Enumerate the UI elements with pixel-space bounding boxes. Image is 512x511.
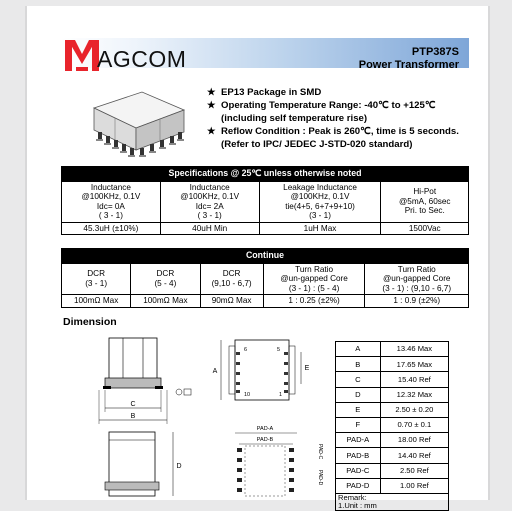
svg-text:C: C — [130, 401, 136, 408]
table-row: F 0.70 ± 0.1 — [336, 417, 449, 432]
view-marker-icon — [176, 389, 191, 395]
svg-text:PAD-C: PAD-C — [317, 444, 323, 460]
header-cell: Leakage Inductance @100KHz, 0.1V tie(4+5, 6+7+9+10) (3 - 1) — [259, 181, 381, 222]
table-row: E 2.50 ± 0.20 — [336, 402, 449, 417]
remark-row: Remark: 1.Unit : mm — [336, 493, 449, 510]
value-cell: 1 : 0.9 (±2%) — [365, 295, 469, 308]
value-cell: 1500Vac — [381, 222, 469, 235]
value-cell: 40uH Min — [160, 222, 259, 235]
feature-item: ★ Operating Temperature Range: -40℃ to +125℃ — [207, 100, 436, 111]
continue-title: Continue — [62, 249, 469, 264]
feature-item: ★ EP13 Package in SMD — [207, 87, 322, 98]
side-view — [99, 338, 167, 424]
svg-text:B: B — [130, 413, 136, 420]
star-bullet-icon: ★ — [207, 100, 216, 111]
svg-text:PAD-A: PAD-A — [256, 426, 274, 432]
star-bullet-icon: ★ — [207, 87, 216, 98]
datasheet-page[interactable] — [27, 6, 488, 510]
brand-text: AGCOM — [97, 46, 187, 72]
header-cell: DCR (5 - 4) — [131, 263, 200, 295]
feature-note: (Refer to IPC/ JEDEC J-STD-020 standard) — [221, 139, 413, 150]
value-cell: 1uH Max — [259, 222, 381, 235]
svg-text:A: A — [212, 368, 218, 375]
svg-text:10: 10 — [244, 392, 251, 398]
feature-item: ★ Reflow Condition : Peak is 260℃, time is 5 seconds. — [207, 126, 459, 137]
svg-text:D: D — [176, 463, 182, 470]
header-cell: DCR (3 - 1) — [62, 263, 131, 295]
specifications-title: Specifications @ 25℃ unless otherwise noted — [62, 167, 469, 182]
value-cell: 100mΩ Max — [62, 295, 131, 308]
logo-m-icon — [65, 38, 99, 72]
value-cell: 45.3uH (±10%) — [62, 222, 161, 235]
svg-text:1: 1 — [279, 392, 283, 398]
value-cell: 90mΩ Max — [200, 295, 263, 308]
table-row — [62, 222, 469, 235]
table-row: A 13.46 Max — [336, 342, 449, 357]
svg-text:5: 5 — [277, 347, 281, 353]
header-cell: Inductance @100KHz, 0.1V Idc= 0A ( 3 - 1) — [62, 181, 161, 222]
value-cell: 100mΩ Max — [131, 295, 200, 308]
table-row: PAD-C 2.50 Ref — [336, 463, 449, 478]
feature-list — [207, 86, 467, 151]
dimension-drawing — [87, 332, 337, 500]
product-name: Power Transformer — [358, 59, 459, 71]
part-number: PTP387S — [411, 46, 459, 58]
feature-note: (including self temperature rise) — [221, 113, 368, 124]
table-row: C 15.40 Ref — [336, 372, 449, 387]
table-row: PAD-D 1.00 Ref — [336, 478, 449, 493]
table-row: PAD-B 14.40 Ref — [336, 448, 449, 463]
header-cell: Hi-Pot @5mA, 60sec Pri. to Sec. — [381, 181, 469, 222]
continue-table — [61, 248, 469, 308]
table-row: B 17.65 Max — [336, 357, 449, 372]
table-header-row — [62, 181, 469, 222]
table-header-row — [62, 263, 469, 295]
header-cell: Turn Ratio @un-gapped Core (3 - 1) : (9,10 - 6,7) — [365, 263, 469, 295]
front-view — [105, 432, 182, 496]
dimension-title: Dimension — [63, 316, 117, 328]
magcom-logo — [65, 36, 186, 72]
svg-text:PAD-D: PAD-D — [317, 470, 323, 486]
pad-layout — [235, 426, 323, 496]
top-view — [213, 340, 310, 400]
dimension-table — [335, 341, 449, 511]
header-cell: DCR (9,10 - 6,7) — [200, 263, 263, 295]
specifications-table — [61, 166, 469, 235]
svg-text:PAD-B: PAD-B — [256, 437, 274, 443]
table-row: PAD-A 18.00 Ref — [336, 433, 449, 448]
header-cell: Inductance @100KHz, 0.1V Idc= 2A ( 3 - 1) — [160, 181, 259, 222]
header-cell: Turn Ratio @un-gapped Core (3 - 1) : (5 - 4) — [263, 263, 365, 295]
svg-text:6: 6 — [244, 347, 248, 353]
star-bullet-icon: ★ — [207, 126, 216, 137]
svg-text:E: E — [304, 365, 310, 372]
table-row — [62, 295, 469, 308]
value-cell: 1 : 0.25 (±2%) — [263, 295, 365, 308]
transformer-3d-image — [84, 86, 194, 166]
table-row: D 12.32 Max — [336, 387, 449, 402]
